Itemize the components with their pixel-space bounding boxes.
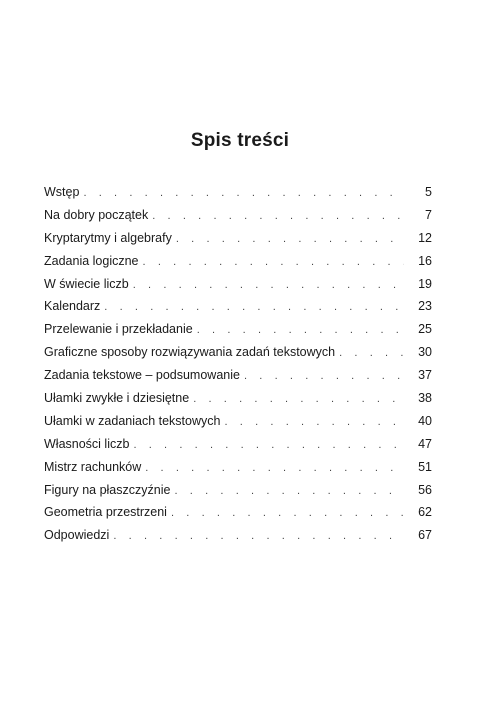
toc-entry-page: 7	[425, 207, 432, 222]
toc-entry-label: Zadania tekstowe – podsumowanie	[44, 368, 240, 383]
toc-entry-page: 51	[418, 459, 432, 474]
toc-entry	[44, 458, 432, 481]
toc-entry-label: Figury na płaszczyźnie	[44, 482, 171, 497]
toc-entry-label: Przelewanie i przekładanie	[44, 322, 193, 337]
toc-entry-page: 5	[425, 185, 432, 199]
toc-entry-page: 56	[418, 482, 432, 497]
toc-entry	[44, 526, 432, 549]
toc-entry-label: Zadania logiczne	[44, 253, 139, 268]
page-title: Spis treści	[190, 130, 290, 151]
dot-leader	[339, 344, 404, 362]
dot-leader	[224, 413, 404, 431]
toc-entry	[44, 389, 432, 412]
toc-entry-page: 37	[418, 368, 432, 383]
toc-entry-label: Ułamki zwykłe i dziesiętne	[44, 391, 190, 406]
toc-entry-page: 67	[418, 528, 432, 543]
toc-entry	[44, 343, 432, 366]
toc-entry-page: 16	[418, 253, 432, 268]
toc-entry-label: Na dobry początek	[44, 207, 149, 222]
toc-entry-page: 47	[418, 436, 432, 451]
toc-entry	[44, 503, 432, 526]
dot-leader	[176, 230, 404, 248]
toc-entry	[44, 320, 432, 343]
toc-entry-label: Mistrz rachunków	[44, 459, 142, 474]
toc-entry-page: 19	[418, 276, 432, 291]
toc-entry-label: Kalendarz	[44, 299, 101, 314]
dot-leader	[244, 367, 404, 385]
toc-entry	[44, 412, 432, 435]
toc-entry	[44, 229, 432, 252]
dot-leader	[174, 482, 404, 500]
toc-entry-label: Wstęp	[44, 185, 80, 199]
toc-entry	[44, 206, 432, 229]
dot-leader	[133, 436, 404, 454]
toc-entry	[44, 481, 432, 504]
toc-entry-page: 40	[418, 413, 432, 428]
toc-entry	[44, 366, 432, 389]
toc-entry-label: Geometria przestrzeni	[44, 505, 167, 520]
toc-entry-page: 25	[418, 322, 432, 337]
toc-entry-label: Odpowiedzi	[44, 528, 110, 543]
dot-leader	[113, 527, 404, 545]
toc-entry	[44, 435, 432, 458]
dot-leader	[193, 390, 404, 408]
dot-leader	[133, 276, 404, 294]
toc-entry-page: 12	[418, 230, 432, 245]
toc-entry-page: 38	[418, 391, 432, 406]
dot-leader	[171, 504, 404, 522]
dot-leader	[83, 184, 404, 202]
table-of-contents	[44, 183, 432, 549]
toc-entry-page: 62	[418, 505, 432, 520]
dot-leader	[143, 253, 404, 271]
dot-leader	[197, 321, 404, 339]
toc-entry-label: Ułamki w zadaniach tekstowych	[44, 413, 221, 428]
toc-entry	[44, 297, 432, 320]
toc-entry	[44, 275, 432, 298]
toc-entry-label: Kryptarytmy i algebrafy	[44, 230, 172, 245]
toc-entry-label: Graficzne sposoby rozwiązywania zadań tekstowych	[44, 345, 336, 360]
dot-leader	[145, 459, 404, 477]
toc-entry	[44, 183, 432, 206]
toc-entry-page: 30	[418, 345, 432, 360]
toc-entry	[44, 252, 432, 275]
toc-entry-page: 23	[418, 299, 432, 314]
toc-entry-label: W świecie liczb	[44, 276, 129, 291]
dot-leader	[104, 298, 404, 316]
toc-entry-label: Własności liczb	[44, 436, 130, 451]
dot-leader	[152, 207, 404, 225]
